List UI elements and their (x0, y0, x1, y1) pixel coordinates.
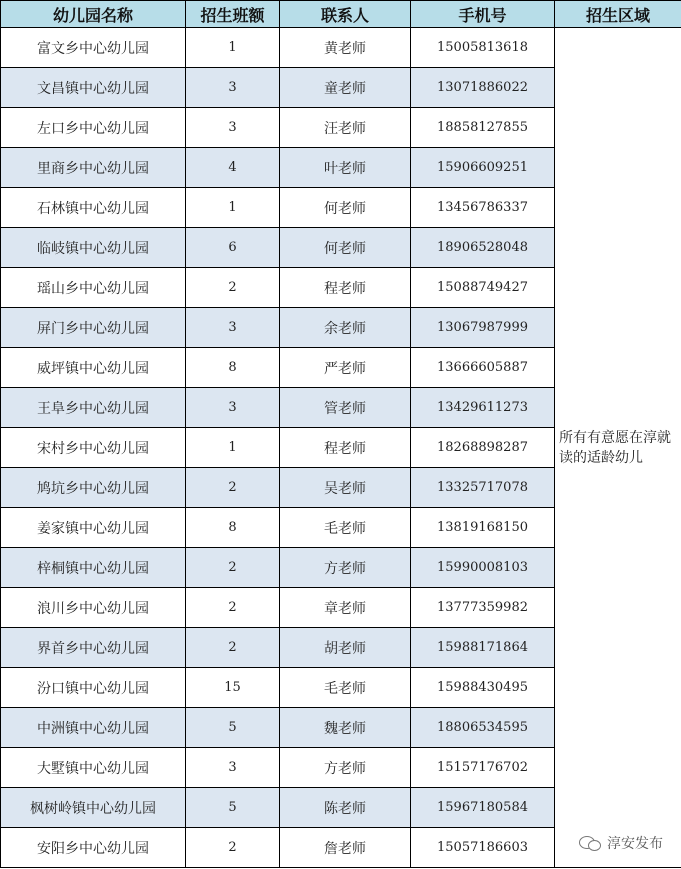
cell-contact: 何老师 (280, 188, 411, 228)
cell-contact: 胡老师 (280, 628, 411, 668)
cell-contact: 程老师 (280, 428, 411, 468)
wechat-icon (579, 834, 601, 852)
cell-classes: 2 (186, 828, 280, 868)
cell-phone: 15005813618 (411, 28, 555, 68)
cell-phone: 15157176702 (411, 748, 555, 788)
cell-classes: 5 (186, 788, 280, 828)
cell-contact: 余老师 (280, 308, 411, 348)
cell-classes: 1 (186, 188, 280, 228)
cell-name: 鸠坑乡中心幼儿园 (1, 468, 186, 508)
header-contact: 联系人 (280, 1, 411, 28)
cell-classes: 8 (186, 508, 280, 548)
cell-name: 石林镇中心幼儿园 (1, 188, 186, 228)
cell-name: 安阳乡中心幼儿园 (1, 828, 186, 868)
cell-contact: 管老师 (280, 388, 411, 428)
cell-contact: 毛老师 (280, 668, 411, 708)
cell-name: 枫树岭镇中心幼儿园 (1, 788, 186, 828)
watermark (579, 833, 663, 853)
cell-phone: 15990008103 (411, 548, 555, 588)
header-row (1, 1, 681, 28)
cell-name: 富文乡中心幼儿园 (1, 28, 186, 68)
header-region: 招生区域 (555, 1, 681, 28)
cell-classes: 8 (186, 348, 280, 388)
cell-phone: 13819168150 (411, 508, 555, 548)
cell-phone: 15906609251 (411, 148, 555, 188)
cell-phone: 13067987999 (411, 308, 555, 348)
cell-contact: 童老师 (280, 68, 411, 108)
cell-contact: 方老师 (280, 748, 411, 788)
cell-contact: 何老师 (280, 228, 411, 268)
cell-contact: 詹老师 (280, 828, 411, 868)
cell-classes: 1 (186, 428, 280, 468)
cell-name: 屏门乡中心幼儿园 (1, 308, 186, 348)
cell-name: 浪川乡中心幼儿园 (1, 588, 186, 628)
cell-phone: 13777359982 (411, 588, 555, 628)
cell-contact: 汪老师 (280, 108, 411, 148)
cell-classes: 4 (186, 148, 280, 188)
cell-name: 梓桐镇中心幼儿园 (1, 548, 186, 588)
cell-phone: 13071886022 (411, 68, 555, 108)
cell-name: 宋村乡中心幼儿园 (1, 428, 186, 468)
cell-name: 里商乡中心幼儿园 (1, 148, 186, 188)
cell-phone: 15988430495 (411, 668, 555, 708)
cell-contact: 严老师 (280, 348, 411, 388)
cell-phone: 18806534595 (411, 708, 555, 748)
cell-contact: 章老师 (280, 588, 411, 628)
cell-name: 界首乡中心幼儿园 (1, 628, 186, 668)
cell-classes: 2 (186, 268, 280, 308)
cell-name: 大墅镇中心幼儿园 (1, 748, 186, 788)
cell-phone: 15088749427 (411, 268, 555, 308)
cell-classes: 3 (186, 108, 280, 148)
cell-phone: 13456786337 (411, 188, 555, 228)
cell-contact: 黄老师 (280, 28, 411, 68)
cell-classes: 1 (186, 28, 280, 68)
cell-classes: 2 (186, 588, 280, 628)
cell-contact: 程老师 (280, 268, 411, 308)
cell-name: 瑶山乡中心幼儿园 (1, 268, 186, 308)
cell-contact: 叶老师 (280, 148, 411, 188)
cell-classes: 15 (186, 668, 280, 708)
cell-name: 左口乡中心幼儿园 (1, 108, 186, 148)
cell-contact: 毛老师 (280, 508, 411, 548)
header-phone: 手机号 (411, 1, 555, 28)
cell-classes: 5 (186, 708, 280, 748)
cell-classes: 2 (186, 628, 280, 668)
cell-classes: 6 (186, 228, 280, 268)
cell-phone: 13325717078 (411, 468, 555, 508)
cell-name: 文昌镇中心幼儿园 (1, 68, 186, 108)
cell-contact: 吴老师 (280, 468, 411, 508)
cell-phone: 18906528048 (411, 228, 555, 268)
cell-name: 临岐镇中心幼儿园 (1, 228, 186, 268)
cell-phone: 18858127855 (411, 108, 555, 148)
table-row (1, 28, 681, 68)
cell-phone: 15988171864 (411, 628, 555, 668)
cell-phone: 15057186603 (411, 828, 555, 868)
cell-classes: 3 (186, 308, 280, 348)
cell-phone: 13429611273 (411, 388, 555, 428)
watermark-text: 淳安发布 (607, 836, 663, 852)
cell-contact: 陈老师 (280, 788, 411, 828)
cell-name: 威坪镇中心幼儿园 (1, 348, 186, 388)
cell-classes: 3 (186, 748, 280, 788)
cell-name: 姜家镇中心幼儿园 (1, 508, 186, 548)
cell-contact: 魏老师 (280, 708, 411, 748)
cell-phone: 18268898287 (411, 428, 555, 468)
cell-name: 汾口镇中心幼儿园 (1, 668, 186, 708)
header-classes: 招生班额 (186, 1, 280, 28)
cell-classes: 2 (186, 548, 280, 588)
cell-name: 中洲镇中心幼儿园 (1, 708, 186, 748)
cell-classes: 3 (186, 388, 280, 428)
header-name: 幼儿园名称 (1, 1, 186, 28)
cell-phone: 15967180584 (411, 788, 555, 828)
cell-classes: 3 (186, 68, 280, 108)
cell-classes: 2 (186, 468, 280, 508)
cell-name: 王阜乡中心幼儿园 (1, 388, 186, 428)
cell-contact: 方老师 (280, 548, 411, 588)
cell-region: 所有有意愿在淳就读的适龄幼儿 (555, 28, 681, 868)
cell-phone: 13666605887 (411, 348, 555, 388)
